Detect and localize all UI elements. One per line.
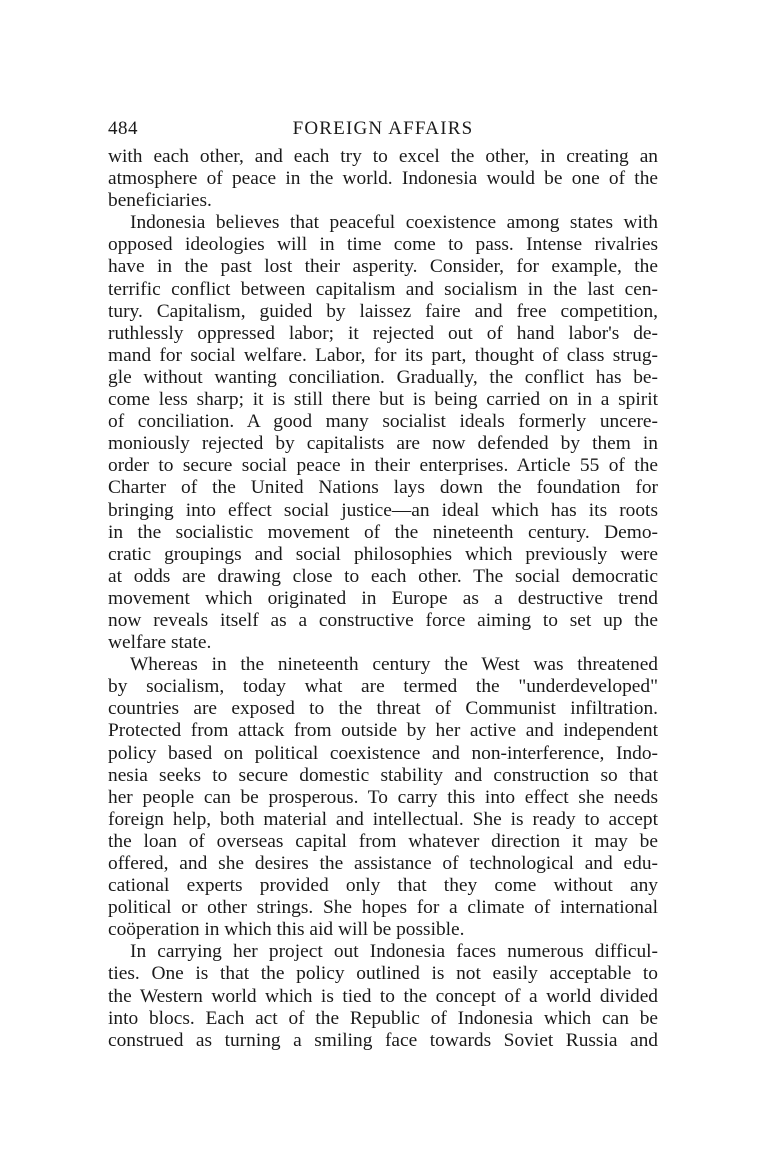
text-line: coöperation in which this aid will be possible. (108, 919, 465, 941)
text-line: welfare state. (108, 632, 212, 654)
text-line: foreign help, both material and intellectual. She is ready to accept (108, 808, 658, 830)
text-line: Charter of the United Nations lays down the foundation for (108, 477, 658, 499)
text-line: into blocs. Each act of the Republic of Indonesia which can be (108, 1007, 658, 1029)
text-line: Indonesia believes that peaceful coexistence among states with (130, 212, 658, 234)
journal-title: FOREIGN AFFAIRS (292, 118, 474, 139)
text-line: cratic groupings and social philosophies which previously were (108, 543, 658, 565)
text-line: offered, and she desires the assistance of technological and edu- (108, 853, 658, 874)
text-line: political or other strings. She hopes for a climate of international (108, 897, 658, 919)
text-line: of conciliation. A good many socialist ideals formerly uncere- (108, 411, 658, 433)
text-line: her people can be prosperous. To carry this into effect she needs (108, 786, 658, 808)
paragraph (108, 212, 658, 654)
text-line: construed as turning a smiling face towards Soviet Russia and (108, 1029, 658, 1051)
text-line: in the socialistic movement of the nineteenth century. Demo- (108, 521, 658, 543)
text-line: policy based on political coexistence and non-interference, Indo- (108, 742, 658, 764)
text-line: at odds are drawing close to each other. The social democratic (108, 565, 658, 587)
text-line: beneficiaries. (108, 190, 212, 212)
paragraph (108, 654, 658, 941)
text-line: by socialism, today what are termed the "underdeveloped" (108, 676, 658, 698)
text-line: the loan of overseas capital from whatever direction it may be (108, 830, 658, 852)
text-line: countries are exposed to the threat of Communist infiltration. (108, 698, 658, 720)
text-line: terrific conflict between capitalism and socialism in the last cen- (108, 278, 658, 300)
text-line: atmosphere of peace in the world. Indonesia would be one of the (108, 168, 658, 190)
text-line: the Western world which is tied to the concept of a world divided (108, 985, 658, 1007)
text-line: cational experts provided only that they come without any (108, 875, 658, 897)
text-line: Protected from attack from outside by her active and independent (108, 720, 658, 742)
text-line: In carrying her project out Indonesia faces numerous difficul- (130, 941, 658, 963)
page-number: 484 (108, 118, 138, 139)
text-line: tury. Capitalism, guided by laissez faire and free competition, (108, 300, 658, 322)
paragraph (108, 941, 658, 1051)
text-line: come less sharp; it is still there but is being carried on in a spirit (108, 389, 658, 411)
document-page (108, 114, 658, 1052)
text-line: gle without wanting conciliation. Gradually, the conflict has be- (108, 366, 658, 388)
text-line: moniously rejected by capitalists are now defended by them in (108, 433, 658, 455)
text-line: with each other, and each try to excel the other, in creating an (108, 146, 658, 167)
article-body (108, 146, 658, 1052)
text-line: mand for social welfare. Labor, for its part, thought of class strug- (108, 344, 658, 366)
text-line: opposed ideologies will in time come to pass. Intense rivalries (108, 234, 658, 256)
text-line: have in the past lost their asperity. Consider, for example, the (108, 256, 658, 278)
text-line: order to secure social peace in their enterprises. Article 55 of the (108, 455, 658, 477)
text-line: Whereas in the nineteenth century the West was threatened (130, 654, 658, 676)
text-line: ties. One is that the policy outlined is not easily acceptable to (108, 963, 658, 985)
running-head (108, 114, 658, 144)
text-line: movement which originated in Europe as a destructive trend (108, 587, 658, 609)
text-line: bringing into effect social justice—an ideal which has its roots (108, 499, 658, 521)
text-line: ruthlessly oppressed labor; it rejected out of hand labor's de- (108, 322, 658, 344)
text-line: nesia seeks to secure domestic stability and construction so that (108, 764, 658, 786)
text-line: now reveals itself as a constructive force aiming to set up the (108, 609, 658, 631)
paragraph (108, 146, 658, 212)
